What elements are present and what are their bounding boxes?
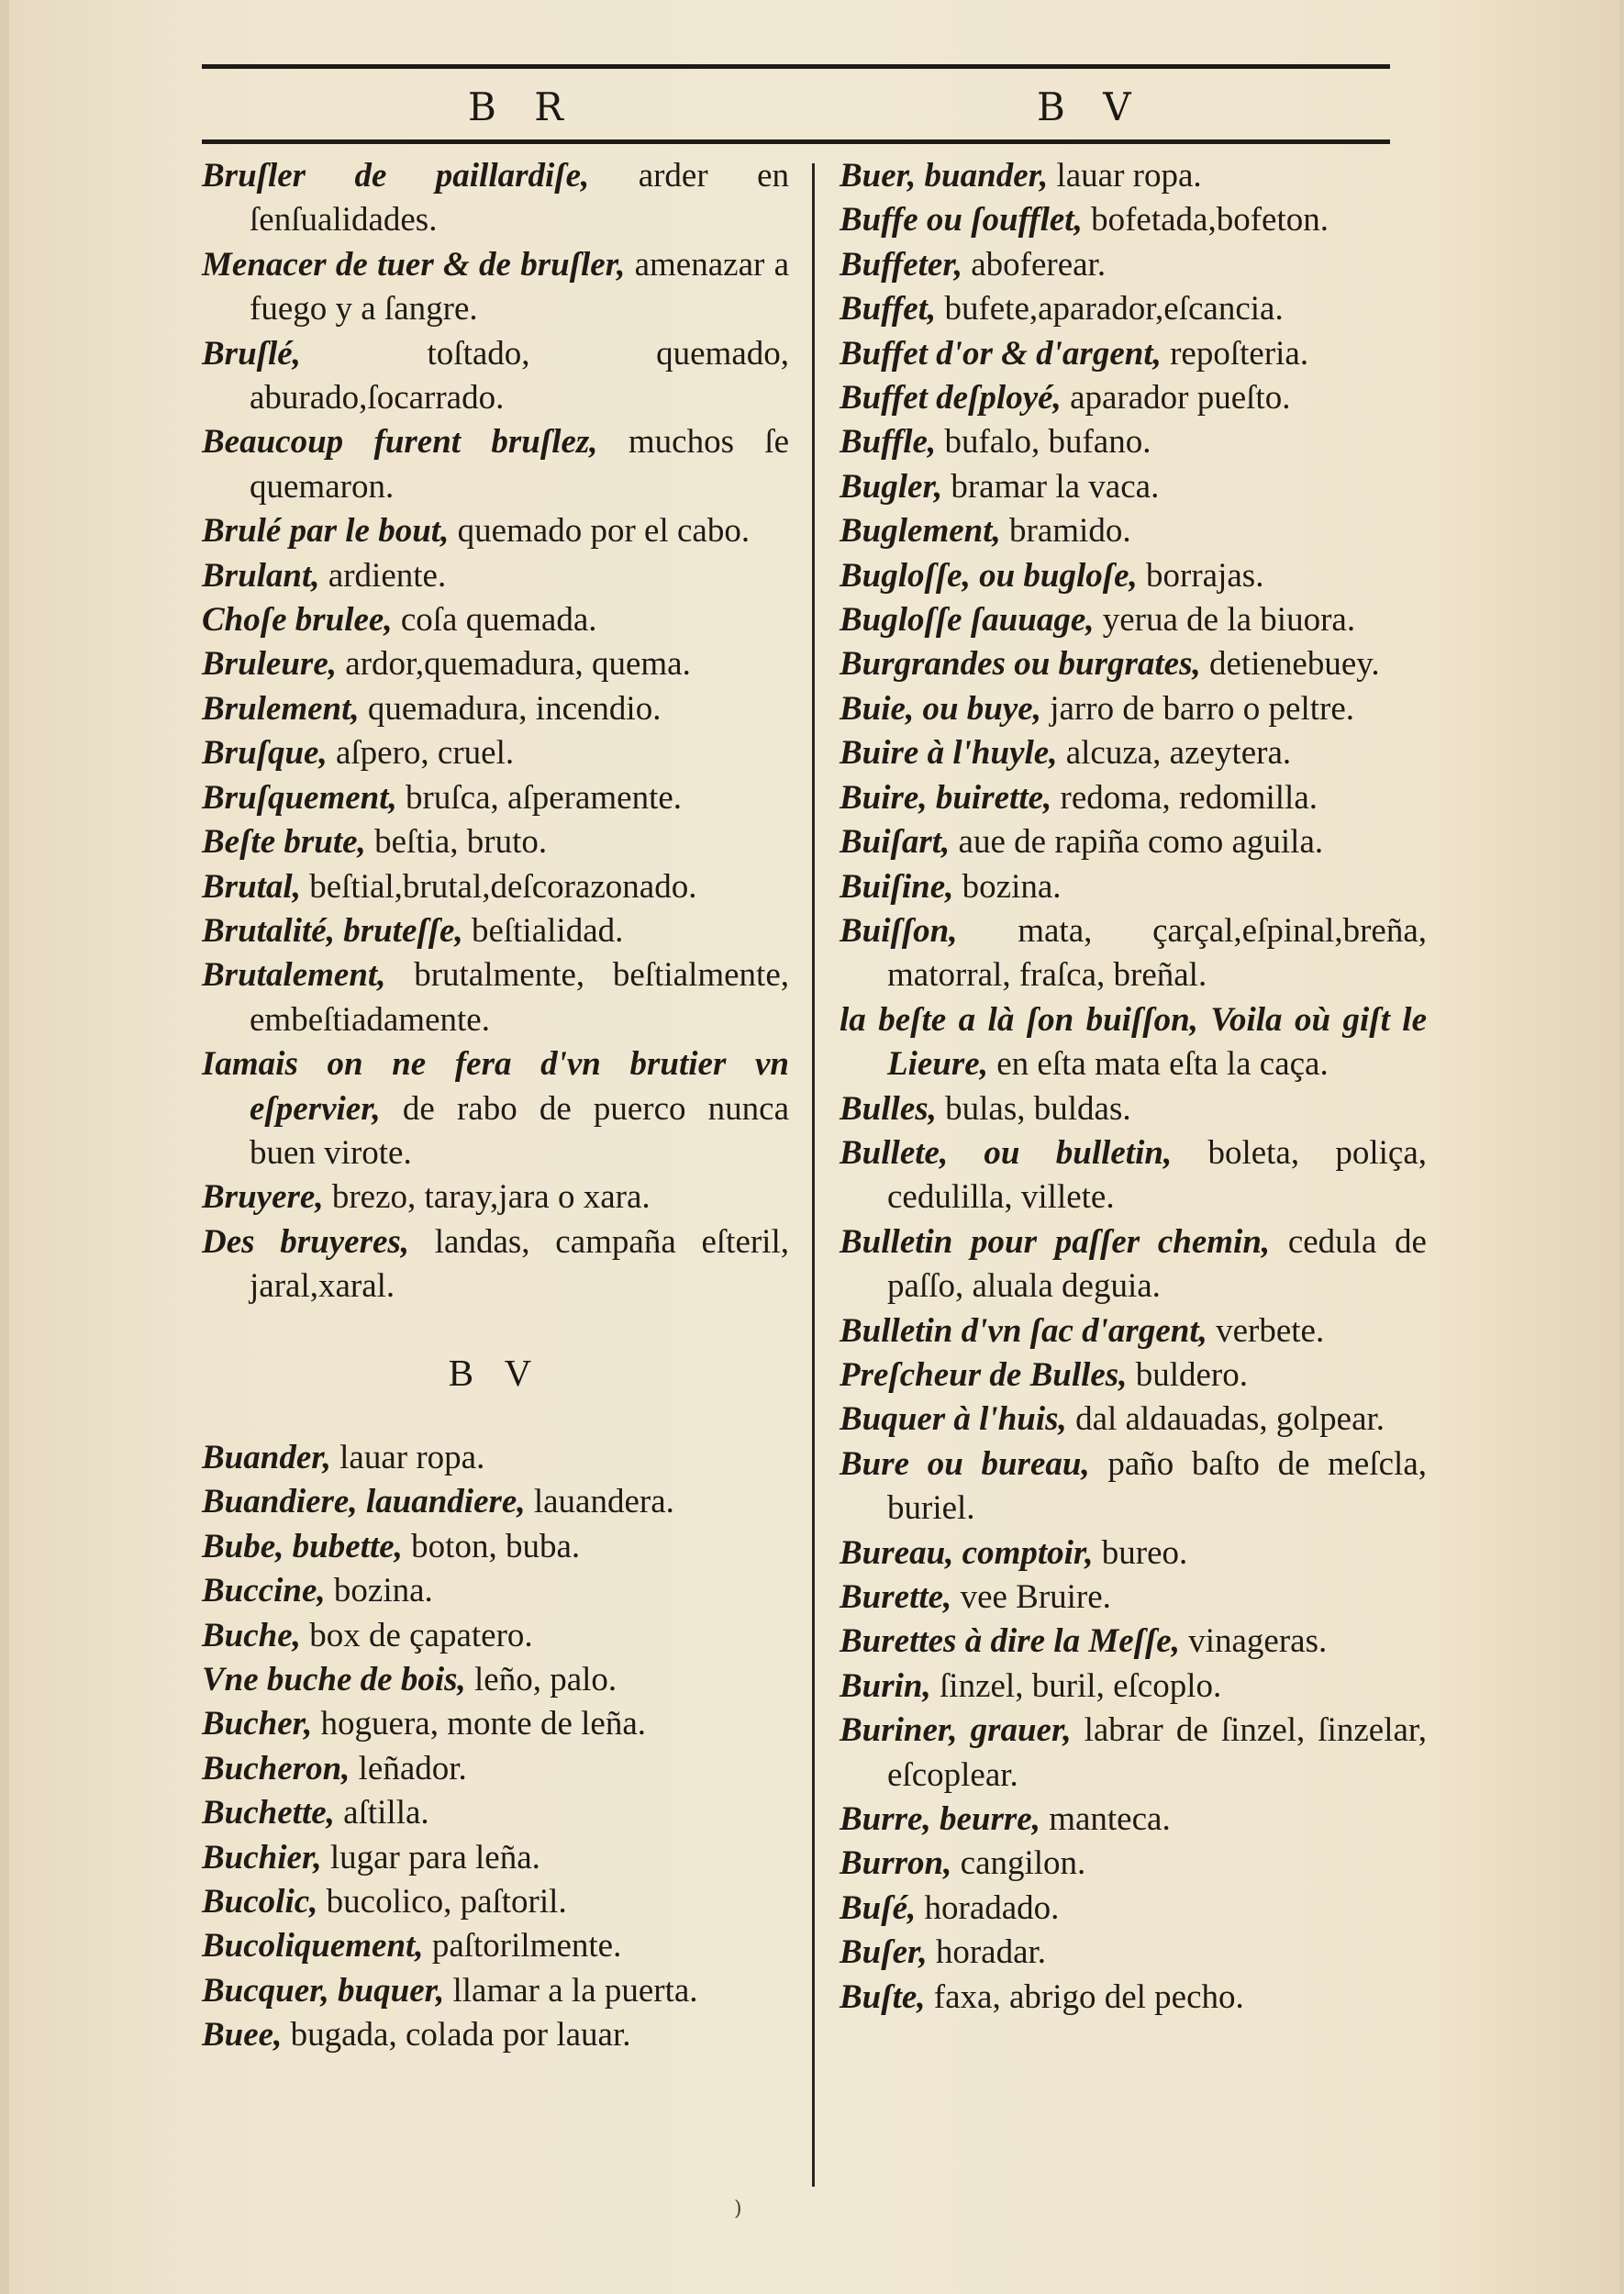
page-mark: ) bbox=[734, 2198, 742, 2221]
dictionary-entry bbox=[840, 1709, 1427, 1798]
headword: Buiſine, bbox=[840, 867, 954, 906]
headword: Buee, bbox=[202, 2016, 283, 2055]
headword: Bruleure, bbox=[202, 645, 338, 684]
headword: Bulletin d'vn ſac d'argent, bbox=[840, 1311, 1207, 1350]
headword: la beſte a là ſon buiſſon, Voila où giſt le Lieure, bbox=[840, 1000, 1427, 1084]
headword: Buiſſon, bbox=[840, 911, 958, 950]
dictionary-entry bbox=[202, 687, 789, 731]
headword: Buandiere, lauandiere, bbox=[202, 1483, 526, 1521]
definition: beſtialidad. bbox=[462, 911, 624, 950]
dictionary-entry bbox=[202, 1175, 789, 1219]
definition: coſa quemada. bbox=[392, 601, 597, 640]
definition: horadado. bbox=[916, 1888, 1060, 1927]
definition: ardiente. bbox=[319, 556, 447, 595]
dictionary-entry bbox=[202, 1880, 789, 1924]
dictionary-entry bbox=[840, 1309, 1427, 1353]
dictionary-entry bbox=[840, 731, 1427, 775]
headword: Buche, bbox=[202, 1616, 301, 1654]
headword: Iamais on ne fera d'vn brutier vn eſpervier, bbox=[202, 1045, 789, 1128]
dictionary-entry bbox=[840, 154, 1427, 198]
definition: muchos ſe quemaron. bbox=[250, 423, 789, 506]
dictionary-entry bbox=[202, 1658, 789, 1702]
headword: Bruſler de paillardiſe, bbox=[202, 157, 590, 195]
dictionary-entry bbox=[202, 776, 789, 820]
headword: Choſe brulee, bbox=[202, 601, 393, 640]
definition: ardor,quemadura, quema. bbox=[337, 645, 691, 684]
dictionary-entry bbox=[840, 998, 1427, 1087]
definition: paño baſto de meſcla, buriel. bbox=[887, 1444, 1428, 1528]
headword: Buffle, bbox=[840, 423, 937, 462]
headword: Buire à l'huyle, bbox=[840, 734, 1058, 773]
headword: Buccine, bbox=[202, 1572, 326, 1610]
definition: hoguera, monte de leña. bbox=[312, 1705, 646, 1743]
section-title-bv: B V bbox=[448, 1351, 543, 1394]
dictionary-entry bbox=[202, 642, 789, 686]
headword: Bure ou bureau, bbox=[840, 1444, 1090, 1483]
dictionary-entry bbox=[202, 1480, 789, 1524]
definition: detienebuey. bbox=[1200, 645, 1380, 684]
top-rule bbox=[202, 64, 1390, 69]
dictionary-entry bbox=[840, 1620, 1427, 1664]
dictionary-entry bbox=[840, 1576, 1427, 1620]
running-head-right: B V bbox=[1037, 84, 1144, 129]
definition: cangilon. bbox=[951, 1844, 1086, 1883]
headword: Buffe ou ſoufflet, bbox=[840, 201, 1083, 239]
header-rule bbox=[202, 139, 1390, 144]
dictionary-entry bbox=[202, 243, 789, 332]
definition: dal aldauadas, golpear. bbox=[1066, 1400, 1385, 1439]
headword: Burre, beurre, bbox=[840, 1800, 1040, 1839]
headword: Burron, bbox=[840, 1844, 952, 1883]
definition: aſtilla. bbox=[334, 1794, 429, 1832]
dictionary-entry bbox=[202, 731, 789, 775]
dictionary-entry bbox=[202, 1836, 789, 1880]
headword: Bruſque, bbox=[202, 734, 328, 773]
headword: Beſte brute, bbox=[202, 823, 366, 862]
definition: brezo, taray,jara o xara. bbox=[323, 1178, 651, 1217]
book-page bbox=[9, 0, 1619, 2294]
definition: amenazar a fuego y a ſangre. bbox=[250, 245, 789, 329]
definition: aboferear. bbox=[962, 245, 1107, 284]
headword: Buire, buirette, bbox=[840, 778, 1052, 817]
dictionary-entry bbox=[202, 154, 789, 243]
headword: Buffeter, bbox=[840, 245, 962, 284]
entries-bv bbox=[202, 1436, 789, 2058]
dictionary-entry bbox=[840, 1398, 1427, 1442]
dictionary-entry bbox=[202, 332, 789, 421]
headword: Bugloſſe ſauuage, bbox=[840, 601, 1095, 640]
dictionary-entry bbox=[840, 1087, 1427, 1131]
dictionary-entry bbox=[840, 465, 1427, 509]
headword: Brutal, bbox=[202, 867, 301, 906]
headword: Bucquer, buquer, bbox=[202, 1971, 445, 2010]
definition: box de çapatero. bbox=[300, 1616, 533, 1654]
headword: Buglement, bbox=[840, 512, 1001, 551]
dictionary-entry bbox=[840, 909, 1427, 998]
dictionary-entry bbox=[202, 1969, 789, 2013]
dictionary-entry bbox=[202, 509, 789, 553]
definition: bramar la vaca. bbox=[942, 467, 1160, 506]
headword: Bulletin pour paſſer chemin, bbox=[840, 1222, 1271, 1261]
dictionary-entry bbox=[202, 598, 789, 642]
headword: Bube, bubette, bbox=[202, 1527, 403, 1565]
dictionary-entry bbox=[202, 865, 789, 909]
definition: bofetada,bofeton. bbox=[1082, 201, 1329, 239]
dictionary-entry bbox=[840, 687, 1427, 731]
definition: buldero. bbox=[1127, 1355, 1248, 1394]
dictionary-entry bbox=[840, 642, 1427, 686]
headword: Bruyere, bbox=[202, 1178, 324, 1217]
headword: Bulles, bbox=[840, 1089, 937, 1128]
definition: bruſca, aſperamente. bbox=[396, 778, 683, 817]
dictionary-entry bbox=[840, 376, 1427, 420]
definition: horadar. bbox=[927, 1933, 1047, 1972]
headword: Buie, ou buye, bbox=[840, 689, 1041, 728]
headword: Buffet d'or & d'argent, bbox=[840, 334, 1162, 373]
dictionary-entry bbox=[840, 420, 1427, 464]
dictionary-entry bbox=[840, 198, 1427, 242]
dictionary-entry bbox=[840, 598, 1427, 642]
definition: yerua de la biuora. bbox=[1094, 601, 1356, 640]
headword: Buchier, bbox=[202, 1838, 322, 1876]
dictionary-entry bbox=[840, 1442, 1427, 1531]
dictionary-entry bbox=[202, 1220, 789, 1309]
headword: Buffet deſployé, bbox=[840, 379, 1062, 418]
right-column bbox=[840, 154, 1427, 2020]
headword: Des bruyeres, bbox=[202, 1222, 410, 1261]
definition: verbete. bbox=[1207, 1311, 1325, 1350]
dictionary-entry bbox=[840, 776, 1427, 820]
definition: lauandera. bbox=[525, 1483, 674, 1521]
dictionary-entry bbox=[840, 1976, 1427, 2020]
dictionary-entry bbox=[202, 953, 789, 1042]
definition: ſinzel, buril, eſcoplo. bbox=[930, 1666, 1222, 1705]
definition: cedula de paſſo, aluala deguia. bbox=[887, 1222, 1427, 1306]
dictionary-entry bbox=[202, 1791, 789, 1835]
definition: aue de rapiña como aguila. bbox=[950, 823, 1324, 862]
definition: vinageras. bbox=[1179, 1622, 1328, 1661]
dictionary-entry bbox=[840, 1931, 1427, 1975]
definition: jarro de barro o peltre. bbox=[1040, 689, 1355, 728]
definition: bramido. bbox=[1000, 512, 1131, 551]
definition: bufete,aparador,eſcancia. bbox=[936, 290, 1284, 329]
definition: brutalmente, beſtialmente, embeſtiadamente. bbox=[250, 956, 789, 1039]
dictionary-entry bbox=[202, 1569, 789, 1613]
dictionary-entry bbox=[840, 1798, 1427, 1842]
headword: Bucoliquement, bbox=[202, 1927, 424, 1965]
headword: Brulant, bbox=[202, 556, 320, 595]
headword: Burette, bbox=[840, 1578, 952, 1616]
left-column bbox=[202, 154, 789, 2058]
definition: bozina. bbox=[325, 1572, 433, 1610]
dictionary-entry bbox=[840, 332, 1427, 376]
column-divider bbox=[812, 163, 815, 2187]
definition: aſpero, cruel. bbox=[327, 734, 515, 773]
dictionary-entry bbox=[840, 509, 1427, 553]
entries-br bbox=[202, 154, 789, 1309]
definition: arder en ſenſualidades. bbox=[250, 157, 789, 239]
headword: Bureau, comptoir, bbox=[840, 1533, 1094, 1572]
definition: bucolico, paſtoril. bbox=[317, 1883, 567, 1921]
headword: Bruſlé, bbox=[202, 334, 301, 373]
headword: Buriner, grauer, bbox=[840, 1711, 1072, 1750]
headword: Bugler, bbox=[840, 467, 943, 506]
dictionary-entry bbox=[202, 820, 789, 864]
definition: boton, buba. bbox=[402, 1527, 581, 1565]
dictionary-entry bbox=[840, 1842, 1427, 1886]
dictionary-entry bbox=[202, 1525, 789, 1569]
definition: labrar de ſinzel, ſinzelar, eſcoplear. bbox=[887, 1711, 1427, 1794]
dictionary-entry bbox=[202, 1436, 789, 1480]
dictionary-entry bbox=[840, 1131, 1427, 1220]
dictionary-entry bbox=[202, 554, 789, 598]
definition: landas, campaña eſteril, jaral,xaral. bbox=[250, 1222, 789, 1306]
headword: Bullete, ou bulletin, bbox=[840, 1133, 1173, 1172]
headword: Preſcheur de Bulles, bbox=[840, 1355, 1128, 1394]
definition: leñador. bbox=[350, 1749, 467, 1787]
dictionary-entry bbox=[202, 909, 789, 953]
dictionary-entry bbox=[840, 865, 1427, 909]
headword: Vne buche de bois, bbox=[202, 1661, 466, 1698]
definition: boleta, poliça, cedulilla, villete. bbox=[887, 1133, 1427, 1217]
dictionary-entry bbox=[840, 243, 1427, 287]
headword: Buander, bbox=[202, 1438, 331, 1476]
headword: Brutalité, bruteſſe, bbox=[202, 911, 463, 950]
definition: lauar ropa. bbox=[330, 1438, 485, 1476]
dictionary-entry bbox=[840, 1531, 1427, 1576]
headword: Bucher, bbox=[202, 1705, 313, 1743]
definition: paſtorilmente. bbox=[423, 1927, 622, 1965]
definition: aparador pueſto. bbox=[1061, 379, 1291, 418]
headword: Buſer, bbox=[840, 1933, 928, 1972]
dictionary-entry bbox=[840, 287, 1427, 331]
headword: Buffet, bbox=[840, 290, 937, 329]
headword: Burin, bbox=[840, 1666, 931, 1705]
headword: Buſé, bbox=[840, 1888, 917, 1927]
definition: lugar para leña. bbox=[321, 1838, 540, 1876]
definition: bulas, buldas. bbox=[936, 1089, 1131, 1128]
dictionary-entry bbox=[202, 1614, 789, 1658]
headword: Buſte, bbox=[840, 1977, 926, 2016]
dictionary-entry bbox=[202, 1747, 789, 1791]
definition: vee Bruire. bbox=[951, 1578, 1111, 1616]
dictionary-entry bbox=[840, 1220, 1427, 1309]
headword: Buchette, bbox=[202, 1794, 335, 1832]
definition: de rabo de puerco nunca buen virote. bbox=[250, 1089, 789, 1172]
definition: repoſteria. bbox=[1161, 334, 1309, 373]
headword: Brutalement, bbox=[202, 956, 386, 995]
definition: llamar a la puerta. bbox=[444, 1971, 698, 2010]
dictionary-entry bbox=[840, 1353, 1427, 1398]
definition: faxa, abrigo del pecho. bbox=[925, 1977, 1244, 2016]
headword: Bucolic, bbox=[202, 1883, 318, 1921]
headword: Bruſquement, bbox=[202, 778, 397, 817]
dictionary-entry bbox=[202, 2013, 789, 2057]
definition: toſtado, quemado, aburado,ſocarrado. bbox=[250, 334, 789, 418]
headword: Bugloſſe, ou bugloſe, bbox=[840, 556, 1138, 595]
headword: Buer, buander, bbox=[840, 157, 1049, 195]
dictionary-entry bbox=[202, 420, 789, 509]
headword: Burettes à dire la Meſſe, bbox=[840, 1622, 1180, 1661]
definition: redoma, redomilla. bbox=[1051, 778, 1318, 817]
dictionary-entry bbox=[840, 1887, 1427, 1931]
definition: quemado por el cabo. bbox=[449, 512, 751, 551]
dictionary-entry bbox=[840, 554, 1427, 598]
dictionary-entry bbox=[840, 820, 1427, 864]
running-head-left: B R bbox=[468, 84, 576, 129]
definition: bugada, colada por lauar. bbox=[282, 2016, 631, 2055]
definition: manteca. bbox=[1040, 1800, 1171, 1839]
headword: Menacer de tuer & de bruſler, bbox=[202, 245, 626, 284]
headword: Buiſart, bbox=[840, 823, 951, 862]
headword: Buquer à l'huis, bbox=[840, 1400, 1067, 1439]
definition: beſtia, bruto. bbox=[365, 823, 548, 862]
headword: Burgrandes ou burgrates, bbox=[840, 645, 1201, 684]
definition: bozina. bbox=[953, 867, 1062, 906]
definition: bureo. bbox=[1093, 1533, 1188, 1572]
headword: Bucheron, bbox=[202, 1749, 350, 1787]
headword: Brulement, bbox=[202, 689, 360, 728]
definition: quemadura, incendio. bbox=[359, 689, 662, 728]
definition: alcuza, azeytera. bbox=[1057, 734, 1292, 773]
dictionary-entry bbox=[202, 1702, 789, 1746]
definition: leño, palo. bbox=[465, 1661, 617, 1698]
headword: Beaucoup furent bruſlez, bbox=[202, 423, 598, 462]
definition: mata, çarçal,eſpinal,breña, matorral, fraſca, breñal. bbox=[887, 911, 1427, 995]
dictionary-entry bbox=[840, 1665, 1427, 1709]
headword: Brulé par le bout, bbox=[202, 512, 450, 551]
definition: beſtial,brutal,deſcorazonado. bbox=[300, 867, 697, 906]
definition: en eſta mata eſta la caça. bbox=[987, 1045, 1329, 1084]
entries-right bbox=[840, 154, 1427, 2020]
definition: bufalo, bufano. bbox=[936, 423, 1151, 462]
definition: lauar ropa. bbox=[1048, 157, 1202, 195]
definition: borrajas. bbox=[1137, 556, 1264, 595]
dictionary-entry bbox=[202, 1042, 789, 1175]
dictionary-entry bbox=[202, 1924, 789, 1968]
